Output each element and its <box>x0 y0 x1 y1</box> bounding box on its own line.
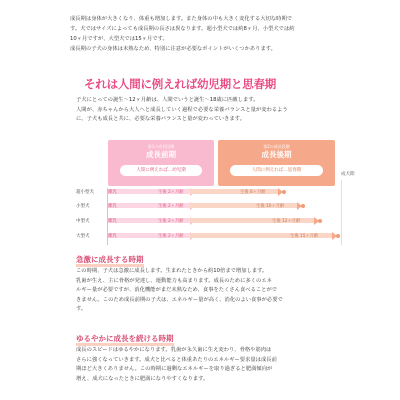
stage-late-comparison: 人間に例えれば…思春期 <box>230 165 323 176</box>
body-line: 子犬にとっての誕生〜12ヶ月齢は、人間でいうと誕生〜18歳に匹敵します。 <box>76 97 259 103</box>
row-label: 大型犬 <box>76 234 90 239</box>
adult-stage-label: 成犬期 <box>341 172 355 177</box>
row-label: 超小型犬 <box>76 190 94 195</box>
intro-line: す。犬ではサイズによっても成長期の長さは異なります。超小型犬では約8ヶ月、小型犬では約 <box>70 26 295 32</box>
intro-line: 成長期は身体が大きくなり、体重も増加します。また身体の中も大きく変化する大切な時期で <box>70 16 293 22</box>
section-body <box>76 346 368 384</box>
adult-divider <box>341 180 342 245</box>
milestone-dot <box>318 219 322 223</box>
section-body <box>76 267 368 315</box>
section-line: す。 <box>76 306 87 312</box>
section-title-text: ゆるやかに成長を続ける時期 <box>76 334 174 343</box>
stage-early-comparison: 人間に例えれば…幼児期 <box>120 165 202 176</box>
milestone-dot <box>336 234 340 238</box>
weaning-label: 離乳 <box>108 204 117 209</box>
milestone-dot <box>301 204 305 208</box>
stage-late-box <box>218 140 335 186</box>
late-end-label: 生後 12ヶ月齢 <box>272 219 301 224</box>
intro-line: 10ヶ月ですが、大型犬では15ヶ月です。 <box>70 36 168 42</box>
section-line: きません。このため成長前期の子犬は、エネルギー量が高く、消化のよい食事が必要で <box>76 296 283 303</box>
section-line: 増え、成犬になったときに肥満になりやすくなります。 <box>76 375 209 382</box>
milestone-dot <box>282 190 286 194</box>
weaning-label: 離乳 <box>108 190 117 195</box>
section-line: 成長のスピードはゆるやかになります。乳歯が永久歯に生え変わり、骨格や筋肉は <box>76 347 272 353</box>
section-line: この時期、子犬は急激に成長します。生まれたときから約10倍まで増加します。 <box>76 268 268 274</box>
stage-late-number: 第2の成長段階 <box>263 144 290 149</box>
section-title <box>76 333 174 344</box>
section-title-text: 急激に成長する時期 <box>76 255 144 264</box>
late-end-label: 生後 15ヶ月齢 <box>290 234 319 239</box>
late-end-label: 生後 8ヶ月齢 <box>240 190 266 195</box>
intro-paragraph <box>70 14 360 54</box>
stage-early-box <box>108 140 214 186</box>
section-title <box>76 254 144 265</box>
section-line: ルギー量が必要ですが、消化機能がまだ未熟なため、食事をたくさん食べることがで <box>76 287 278 293</box>
early-end-label: 生後 2ヶ月齢 <box>158 219 184 224</box>
late-end-label: 生後 10ヶ月齢 <box>256 204 285 209</box>
section-line: さらに強くなっていきます。成犬と比べると体重あたりのエネルギー要求量は成長前 <box>76 356 277 363</box>
row-label: 小型犬 <box>76 204 90 209</box>
stage-early-number: 第1の成長段階 <box>147 144 175 149</box>
row-label: 中型犬 <box>76 219 90 224</box>
body-paragraph <box>76 96 368 125</box>
section-line: 期ほど大きくありません。この時期に過剰なエネルギーを取り過ぎると肥満傾向が <box>76 366 273 372</box>
body-line: に、子犬も成長と共に、必要な栄養バランスと量が変わっていきます。 <box>76 116 245 122</box>
body-line: 人間が、赤ちゃんから大人へと成長していく過程で必要な栄養バランスと量が変わるよう <box>76 106 288 113</box>
intro-line: 成長期の子犬の身体は未熟なため、特別に注意が必要なポイントがいくつかあります。 <box>70 46 276 52</box>
stage-early-title: 成長前期 <box>146 150 176 159</box>
early-end-label: 生後 2ヶ月齢 <box>158 190 184 195</box>
weaning-label: 離乳 <box>108 234 117 239</box>
early-end-label: 生後 2ヶ月齢 <box>158 234 184 239</box>
section-line: 乳歯が生え、主に骨格が発達し、運動能力も高まります。成長のために多くのエネ <box>76 277 272 284</box>
early-end-label: 生後 2ヶ月齢 <box>158 204 184 209</box>
headline: それは人間に例えれば幼児期と思春期 <box>84 77 277 91</box>
weaning-label: 離乳 <box>108 219 117 224</box>
stage-late-title: 成長後期 <box>261 150 292 159</box>
